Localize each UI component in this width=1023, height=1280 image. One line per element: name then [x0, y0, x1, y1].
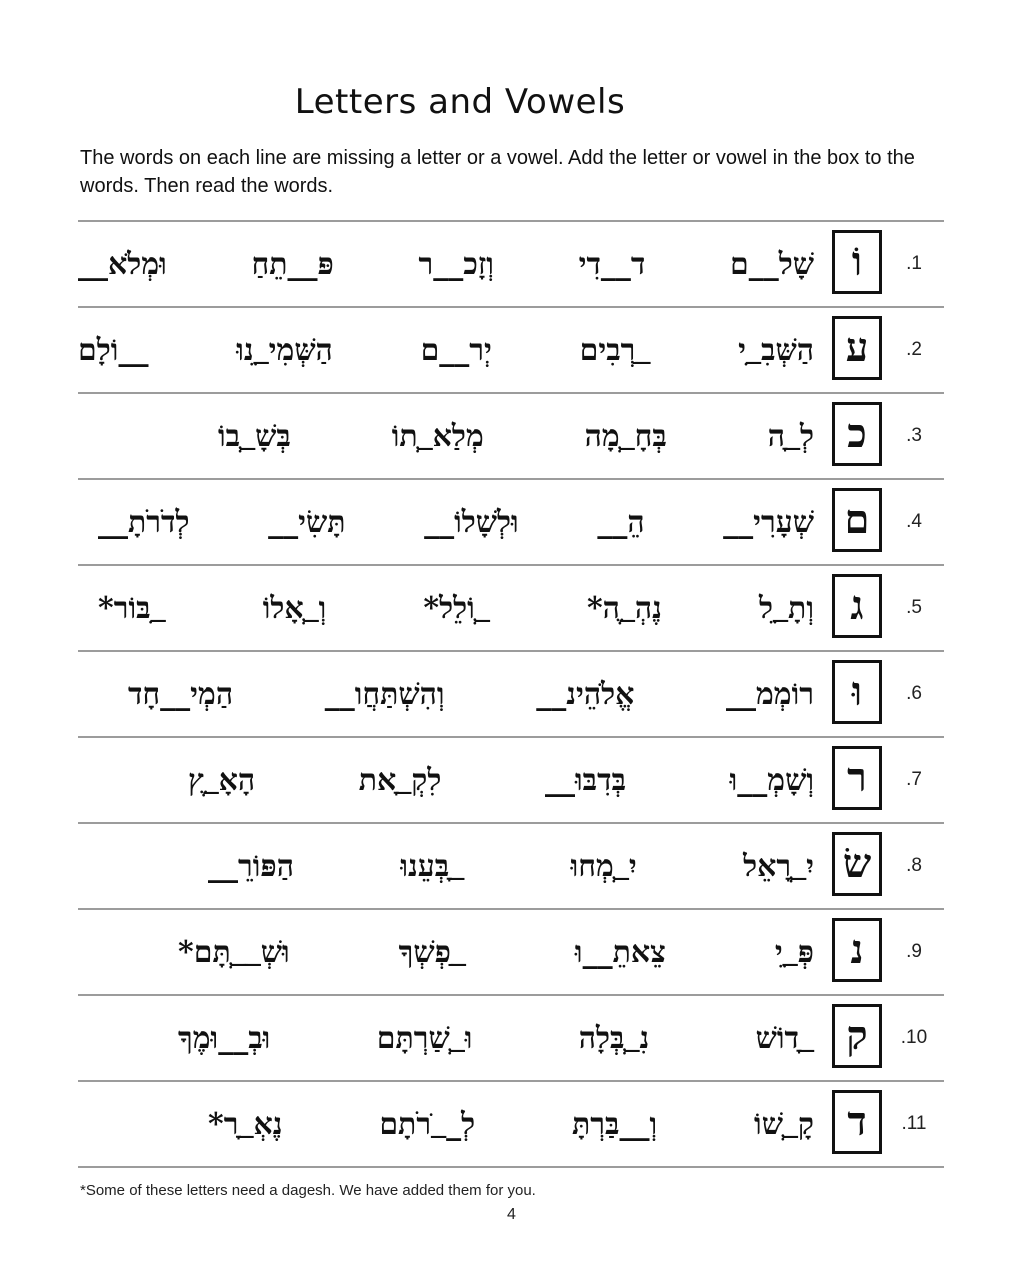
- word: וְ__בַּרְתָּ: [571, 1106, 658, 1142]
- word: לְ__ֹרֹתָם: [379, 1106, 476, 1142]
- exercise-row-5: [78, 566, 944, 652]
- word: אֱלֹהֵינ__: [536, 676, 635, 712]
- word: קָ_ְשׁוֹ: [754, 1106, 814, 1142]
- page-number: 4: [507, 1206, 516, 1223]
- row-number: .8: [906, 855, 922, 876]
- word: _ְוֹלֵל*: [423, 590, 490, 626]
- word: הֵ__: [597, 504, 645, 540]
- word: וְהִשְׁתַּחֲו__: [324, 676, 445, 712]
- answer-letter-box: ר: [832, 746, 882, 810]
- answer-letter-box: ק: [832, 1004, 882, 1068]
- row-number: .4: [906, 511, 922, 532]
- exercise-row-2: [78, 308, 944, 394]
- word: וּשְׁ_ַ_ְתָּם*: [178, 934, 290, 970]
- word: לְ_ָה: [767, 418, 814, 454]
- word: צֵאתֵ__וּ: [574, 934, 666, 970]
- answer-letter-box: ג: [832, 574, 882, 638]
- word: מְלַא_ְתוֹ: [391, 418, 484, 454]
- word: וּמְלֹא__: [78, 246, 167, 282]
- instructions-text: The words on each line are missing a letter or a vowel. Add the letter or vowel in the box to the words. Then read the words.: [80, 147, 915, 197]
- word: ד__דִי: [578, 246, 646, 282]
- word: נֶהְ_ֶה*: [586, 590, 662, 626]
- answer-letter-box: שׂ: [832, 832, 882, 896]
- exercise-row-8: [78, 824, 944, 910]
- exercise-row-9: [78, 910, 944, 996]
- row-number: .10: [900, 1027, 928, 1048]
- word: שְׁעָרִי__: [723, 504, 814, 540]
- word: הַשְּׁבִ_ִי: [738, 332, 814, 368]
- word: __וֹלָם: [78, 332, 149, 368]
- word: רוֹמְמ__: [726, 676, 814, 712]
- word-list: [218, 394, 814, 478]
- word: שָׁל__ם: [730, 246, 814, 282]
- exercise-row-6: [78, 652, 944, 738]
- exercise-row-10: [78, 996, 944, 1082]
- word: _ָבְּעֵנוּ: [400, 848, 465, 884]
- word: _ָדוֹשׁ: [755, 1020, 814, 1056]
- word: הָאָ_ֶץ: [188, 762, 256, 798]
- row-number: .7: [906, 769, 922, 790]
- row-number: .9: [906, 941, 922, 962]
- answer-letter-box: וּ: [832, 660, 882, 724]
- word-list: [98, 566, 814, 650]
- row-number: .2: [906, 339, 922, 360]
- exercise-row-11: [78, 1082, 944, 1168]
- word-list: [208, 824, 814, 908]
- answer-letter-box: כ: [832, 402, 882, 466]
- word: יִ_ְרָאֵל: [743, 848, 814, 884]
- word: בְּשָׁ_ְבוֹ: [218, 418, 291, 454]
- word: וּ_ְשַׁרְתָּם: [376, 1020, 473, 1056]
- exercise-row-1: [78, 222, 944, 308]
- word: בְּחָ_ְמָה: [584, 418, 667, 454]
- answer-letter-box: נ: [832, 918, 882, 982]
- word: וְ_ְאָלוֹ: [262, 590, 327, 626]
- word: וְשָׁמְ__וּ: [729, 762, 814, 798]
- word-list: [78, 222, 814, 306]
- word: _ַרְבִים: [579, 332, 651, 368]
- row-number: .6: [906, 683, 922, 704]
- word-list: [128, 652, 814, 736]
- page-title: Letters and Vowels: [294, 82, 626, 122]
- word: תָּשִׂי__: [268, 504, 346, 540]
- exercise-list: [78, 220, 944, 1168]
- word: הַשְּׁמִי_ֵנוּ: [236, 332, 333, 368]
- word: הַמְי__חָד: [128, 676, 234, 712]
- word: בְּדִבּוּ__: [545, 762, 627, 798]
- footnote: *Some of these letters need a dagesh. We have added them for you.: [80, 1182, 536, 1199]
- exercise-row-7: [78, 738, 944, 824]
- word: וְזָכ__ר: [418, 246, 494, 282]
- word: לְדֹרֹתָ__: [98, 504, 190, 540]
- word: נִ_ְבְּלָה: [578, 1020, 650, 1056]
- word: לִקְ_ָאת: [358, 762, 442, 798]
- word: הַפּוֹרֵ__: [208, 848, 294, 884]
- word: פְּ_ֵי: [774, 934, 814, 970]
- word: יִ_ְמְחוּ: [570, 848, 637, 884]
- word-list: [178, 996, 814, 1080]
- word: פּ__תֵחַ: [251, 246, 334, 282]
- word-list: [208, 1082, 814, 1166]
- word-list: [188, 738, 814, 822]
- word-list: [178, 910, 814, 994]
- word-list: [78, 308, 814, 392]
- word: וּבְ__וּמֶךָ: [178, 1020, 271, 1056]
- word-list: [98, 480, 814, 564]
- answer-letter-box: ע: [832, 316, 882, 380]
- answer-letter-box: ד: [832, 1090, 882, 1154]
- answer-letter-box: ם: [832, 488, 882, 552]
- row-number: .3: [906, 425, 922, 446]
- word: _ִבּוֹר*: [98, 590, 166, 626]
- answer-letter-box: וֹ: [832, 230, 882, 294]
- row-number: .5: [906, 597, 922, 618]
- word: וּלְשָׁלוֹ__: [424, 504, 519, 540]
- word: יְר__ם: [420, 332, 492, 368]
- word: נֶאְ_ָר*: [208, 1106, 283, 1142]
- word: וְתָ_ֵל: [758, 590, 814, 626]
- exercise-row-3: [78, 394, 944, 480]
- row-number: .1: [906, 253, 922, 274]
- word: _ַפְשְׁךָ: [398, 934, 466, 970]
- row-number: .11: [901, 1113, 927, 1134]
- exercise-row-4: [78, 480, 944, 566]
